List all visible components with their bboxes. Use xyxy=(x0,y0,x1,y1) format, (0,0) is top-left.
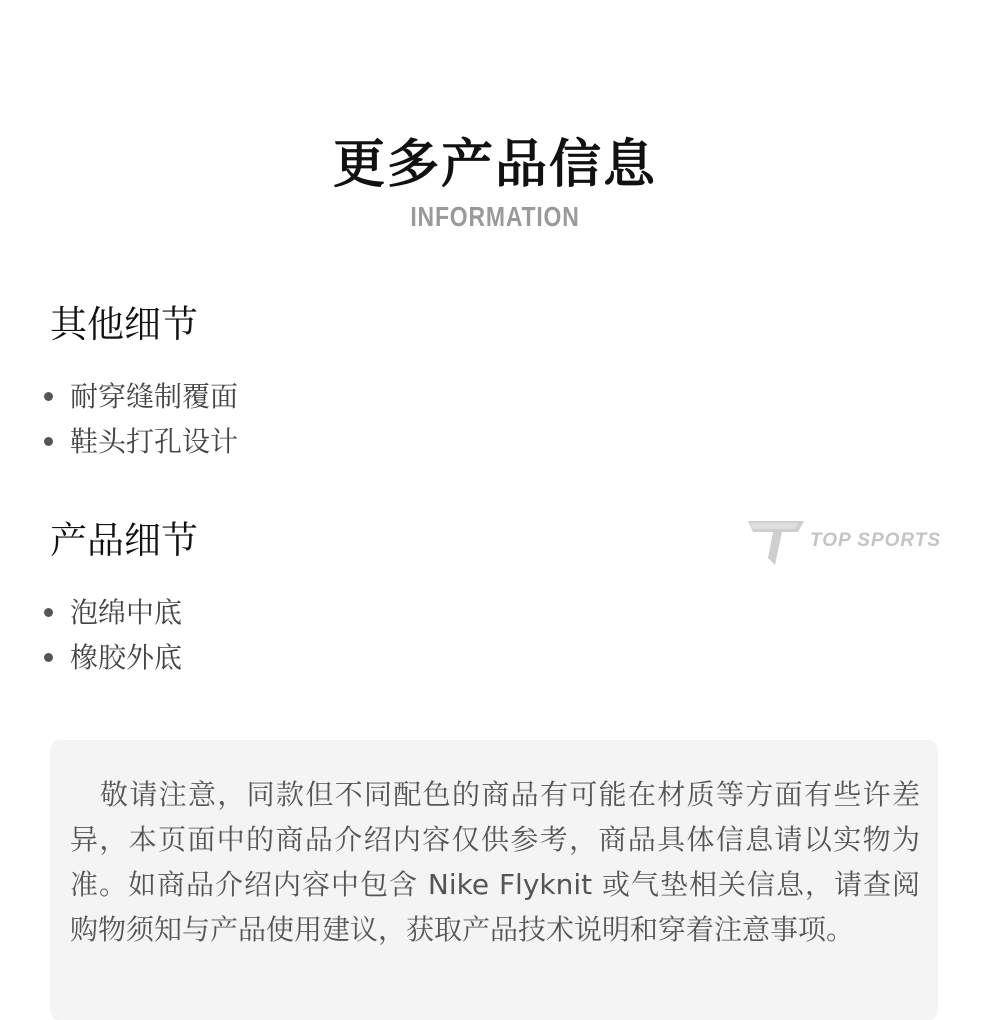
bullet-dot-icon xyxy=(44,437,53,446)
top-sports-watermark xyxy=(748,518,942,568)
bullet-dot-icon xyxy=(44,608,53,617)
bullet-dot-icon xyxy=(44,392,53,401)
notice-box xyxy=(50,740,938,1020)
section-heading-other-details: 其他细节 xyxy=(50,303,198,346)
list-item xyxy=(44,374,238,419)
list-item xyxy=(44,590,182,635)
page-title: 更多产品信息 xyxy=(332,135,657,195)
list-item xyxy=(44,635,182,680)
notice-text: 敬请注意，同款但不同配色的商品有可能在材质等方面有些许差异，本页面中的商品介绍内容仅供参考，商品具体信息请以实物为准。如商品介绍内容中包含 Nike Flyknit 或气垫相关信息，请查阅购物须知与产品使用建议，获取产品技术说明和穿着注意事项。 xyxy=(70,778,920,946)
other-details-list xyxy=(44,374,238,464)
section-heading-product-details: 产品细节 xyxy=(50,519,198,562)
page-subtitle: INFORMATION xyxy=(410,201,580,232)
list-item xyxy=(44,419,238,464)
list-item-text: 鞋头打孔设计 xyxy=(70,425,239,458)
list-item-text: 耐穿缝制覆面 xyxy=(70,380,239,413)
list-item-text: 泡绵中底 xyxy=(70,596,183,629)
bullet-dot-icon xyxy=(44,653,53,662)
top-sports-watermark-text: TOP SPORTS xyxy=(810,530,942,551)
list-item-text: 橡胶外底 xyxy=(70,641,183,674)
product-details-list xyxy=(44,590,182,680)
top-sports-t-logo-icon xyxy=(748,518,806,568)
